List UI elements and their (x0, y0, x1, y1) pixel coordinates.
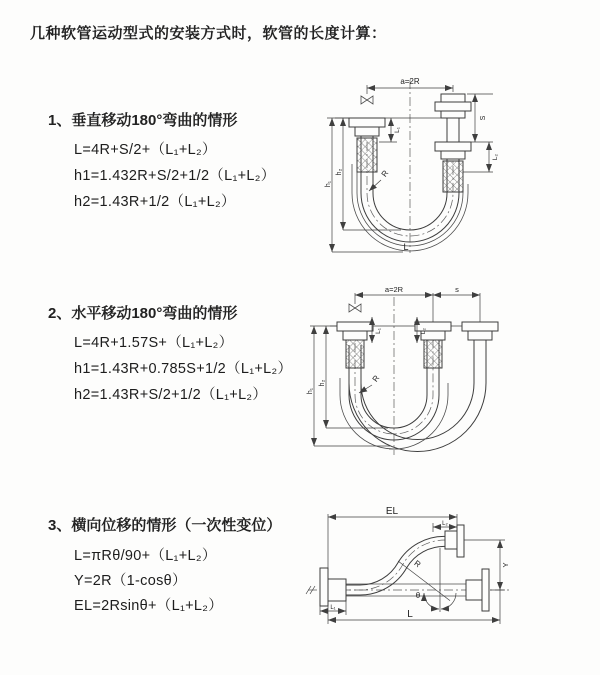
pipe-end (466, 580, 482, 600)
horizontal-180-bend-diagram (300, 283, 600, 458)
section-2-heading: 2、水平移动180°弯曲的情形 (48, 305, 238, 322)
formula: h1=1.43R+0.785S+1/2（L₁+L₂） (74, 361, 293, 377)
dim-label-l2: L₂ (492, 153, 499, 161)
section-2-formulas (74, 330, 292, 408)
flange-nut (441, 151, 465, 159)
vertical-180-bend-diagram (305, 72, 595, 257)
dim-label-h2: h₂ (336, 168, 343, 176)
flange-nut (343, 331, 367, 340)
braid-section (346, 340, 364, 368)
formula: Y=2R（1-cosθ） (74, 573, 187, 589)
braid-section (443, 161, 463, 192)
formula: h1=1.432R+S/2+1/2（L₁+L₂） (74, 168, 276, 184)
section-3-formulas (74, 544, 281, 619)
page-title: 几种软管运动型式的安装方式时，软管的长度计算： (30, 25, 387, 42)
dim-label-l2: L₂ (442, 521, 448, 527)
dim-label-el: EL (385, 506, 399, 517)
flange (349, 118, 385, 127)
formula: EL=2Rsinθ+（L₁+L₂） (74, 598, 224, 614)
dim-label-length: L (407, 609, 413, 620)
hose-lower-wall (346, 546, 445, 595)
dim-label-radius: R (379, 168, 391, 179)
section-3-heading: 3、横向位移的情形（一次性变位） (48, 517, 282, 534)
valve-icon (349, 304, 361, 312)
flange-nut (355, 127, 379, 136)
dim-label-h2: h₂ (319, 379, 326, 387)
dim-label-l1: L₁ (394, 127, 401, 133)
formula: L=4R+S/2+（L₁+L₂） (74, 142, 217, 158)
flange (435, 102, 471, 111)
formula: L=4R+1.57S+（L₁+L₂） (74, 335, 234, 351)
dim-label-span: a=2R (384, 285, 404, 294)
flange (462, 322, 498, 331)
formula: h2=1.43R+1/2（L₁+L₂） (74, 194, 236, 210)
dim-label-l1: L₁ (330, 605, 336, 611)
dim-label-span: a=2R (400, 77, 420, 86)
lateral-displacement-diagram (300, 498, 600, 653)
flange-nut (468, 331, 492, 340)
dim-label-h1: h₁ (307, 387, 314, 395)
section-3 (48, 516, 281, 619)
dim-label-l2: L₂ (420, 327, 427, 335)
dim-label-stroke: s (455, 285, 459, 294)
section-1-heading: 1、垂直移动180°弯曲的情形 (48, 112, 238, 129)
dim-label-h1: h₁ (325, 180, 332, 188)
dim-label-angle: θ (415, 591, 421, 600)
section-1-formulas (74, 137, 276, 215)
flange (435, 142, 471, 151)
formula: L=πRθ/90+（L₁+L₂） (74, 548, 217, 564)
valve-icon (361, 96, 373, 104)
section-1 (48, 111, 276, 215)
flange (320, 568, 328, 606)
braid-section (357, 138, 377, 172)
braid-section (424, 340, 442, 368)
flange-nut (441, 111, 465, 118)
dim-label-radius: R (370, 373, 382, 384)
dim-label-offset: Y (501, 562, 510, 568)
flange-nut (441, 94, 465, 102)
dim-label-stroke: S (480, 115, 487, 121)
section-2 (48, 304, 292, 408)
pipe-end (445, 531, 457, 549)
dim-label-l1: L₁ (375, 328, 382, 334)
hose-upper-wall (346, 536, 445, 585)
dim-label-radius: R (412, 558, 423, 570)
pipe-end (328, 579, 346, 601)
formula: h2=1.43R+S/2+1/2（L₁+L₂） (74, 387, 268, 403)
flange (337, 322, 373, 331)
dim-label-length: L (403, 242, 409, 252)
flange (482, 569, 489, 611)
flange (457, 525, 464, 557)
